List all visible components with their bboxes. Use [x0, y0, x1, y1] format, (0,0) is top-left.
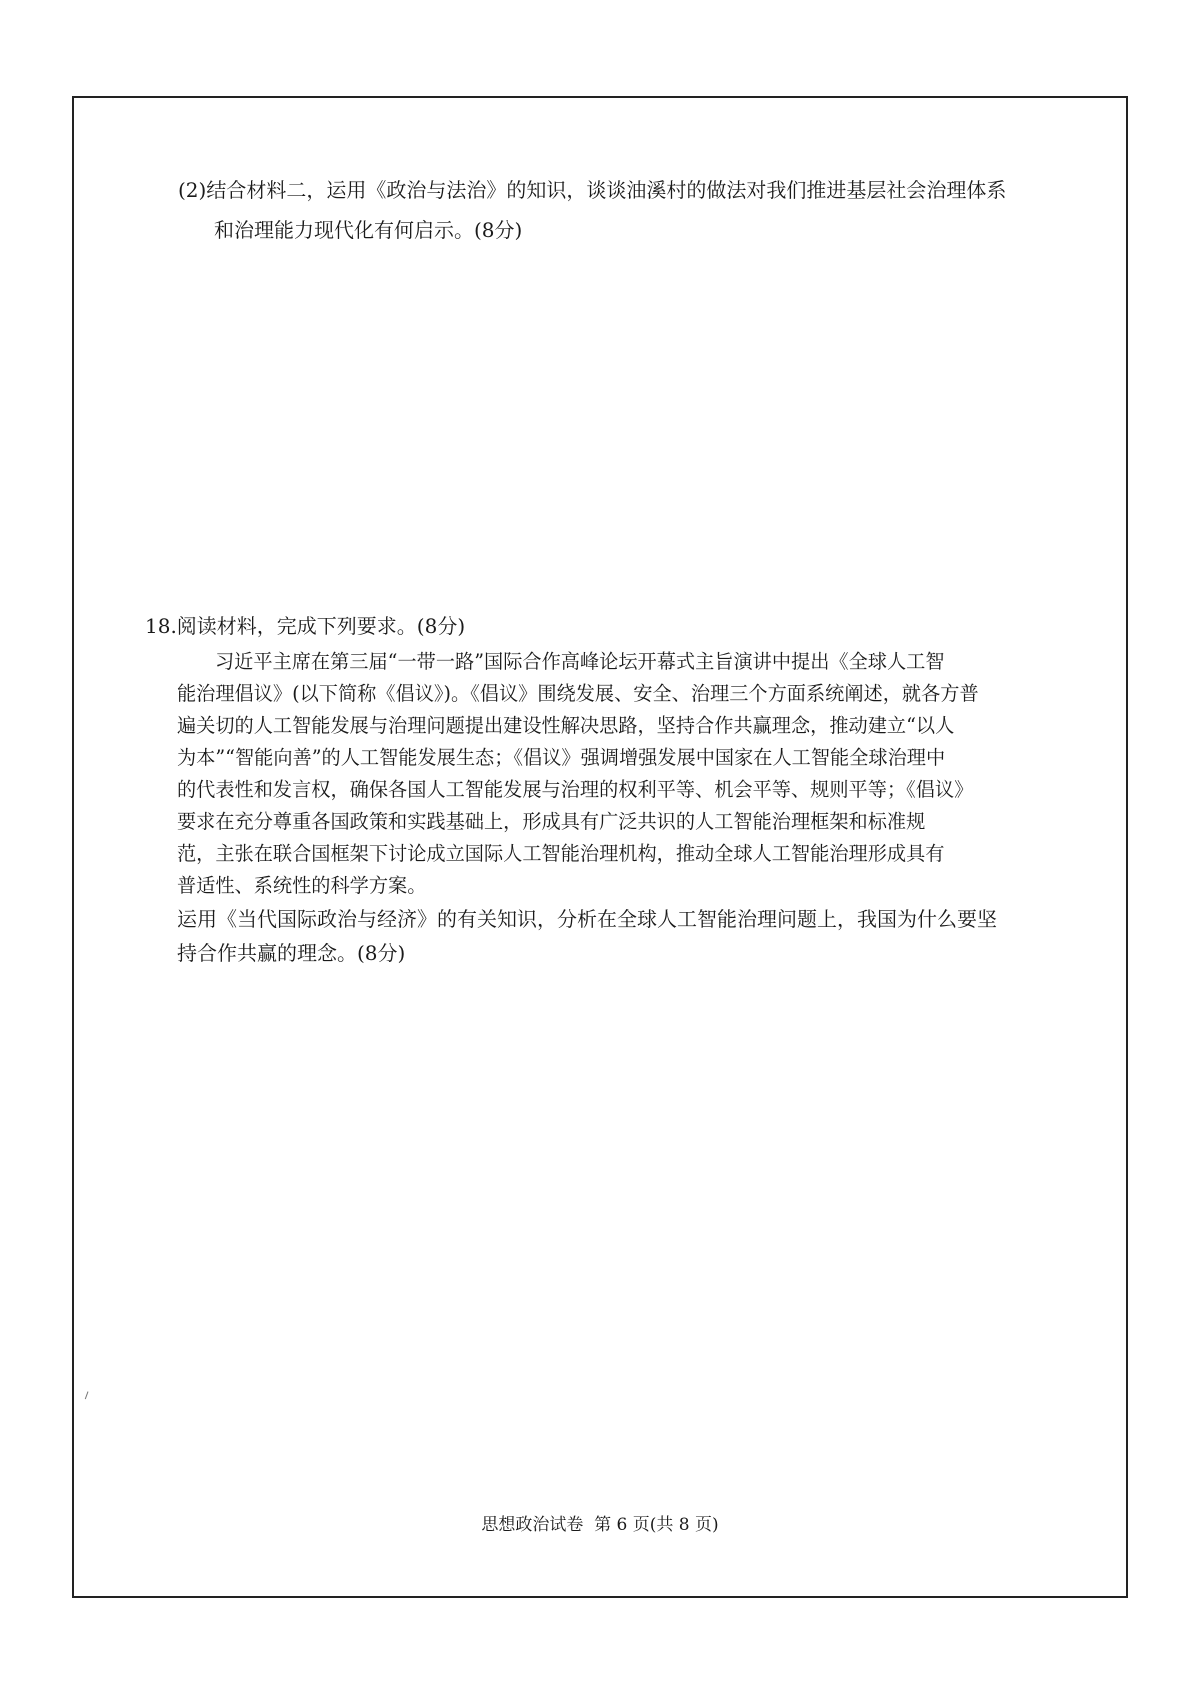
material-line: 能治理倡议》(以下简称《倡议》)。《倡议》围绕发展、安全、治理三个方面系统阐述，就各方普 — [177, 682, 979, 705]
question-17-part-2 — [178, 170, 1058, 250]
material-line: 的代表性和发言权，确保各国人工智能发展与治理的权利平等、机会平等、规则平等；《倡议》 — [177, 778, 974, 801]
material-line: 普适性、系统性的科学方案。 — [177, 874, 427, 897]
prompt-line: 持合作共赢的理念。(8分) — [177, 941, 406, 965]
material-line: 要求在充分尊重各国政策和实践基础上，形成具有广泛共识的人工智能治理框架和标准规 — [177, 810, 926, 833]
material-line: 为本”“智能向善”的人工智能发展生态；《倡议》强调增强发展中国家在人工智能全球治理中 — [177, 746, 946, 769]
material-line: 习近平主席在第三届“一带一路”国际合作高峰论坛开幕式主旨演讲中提出《全球人工智 — [215, 650, 945, 673]
page-footer: 思想政治试卷 第 6 页(共 8 页) — [481, 1515, 719, 1535]
question-text-line: (2)结合材料二，运用《政治与法治》的知识，谈谈油溪村的做法对我们推进基层社会治理体系 — [178, 178, 1007, 202]
question-18-material — [145, 646, 1045, 902]
question-18-prompt — [145, 902, 1045, 970]
question-18 — [145, 610, 1045, 970]
question-18-title: 18.阅读材料，完成下列要求。(8分) — [145, 614, 466, 638]
question-text-line: 和治理能力现代化有何启示。(8分) — [214, 218, 523, 242]
material-line: 范，主张在联合国框架下讨论成立国际人工智能治理机构，推动全球人工智能治理形成具有 — [177, 842, 945, 865]
prompt-line: 运用《当代国际政治与经济》的有关知识，分析在全球人工智能治理问题上，我国为什么要坚 — [177, 907, 997, 931]
material-line: 遍关切的人工智能发展与治理问题提出建设性解决思路，坚持合作共赢理念，推动建立“以人 — [177, 714, 955, 737]
